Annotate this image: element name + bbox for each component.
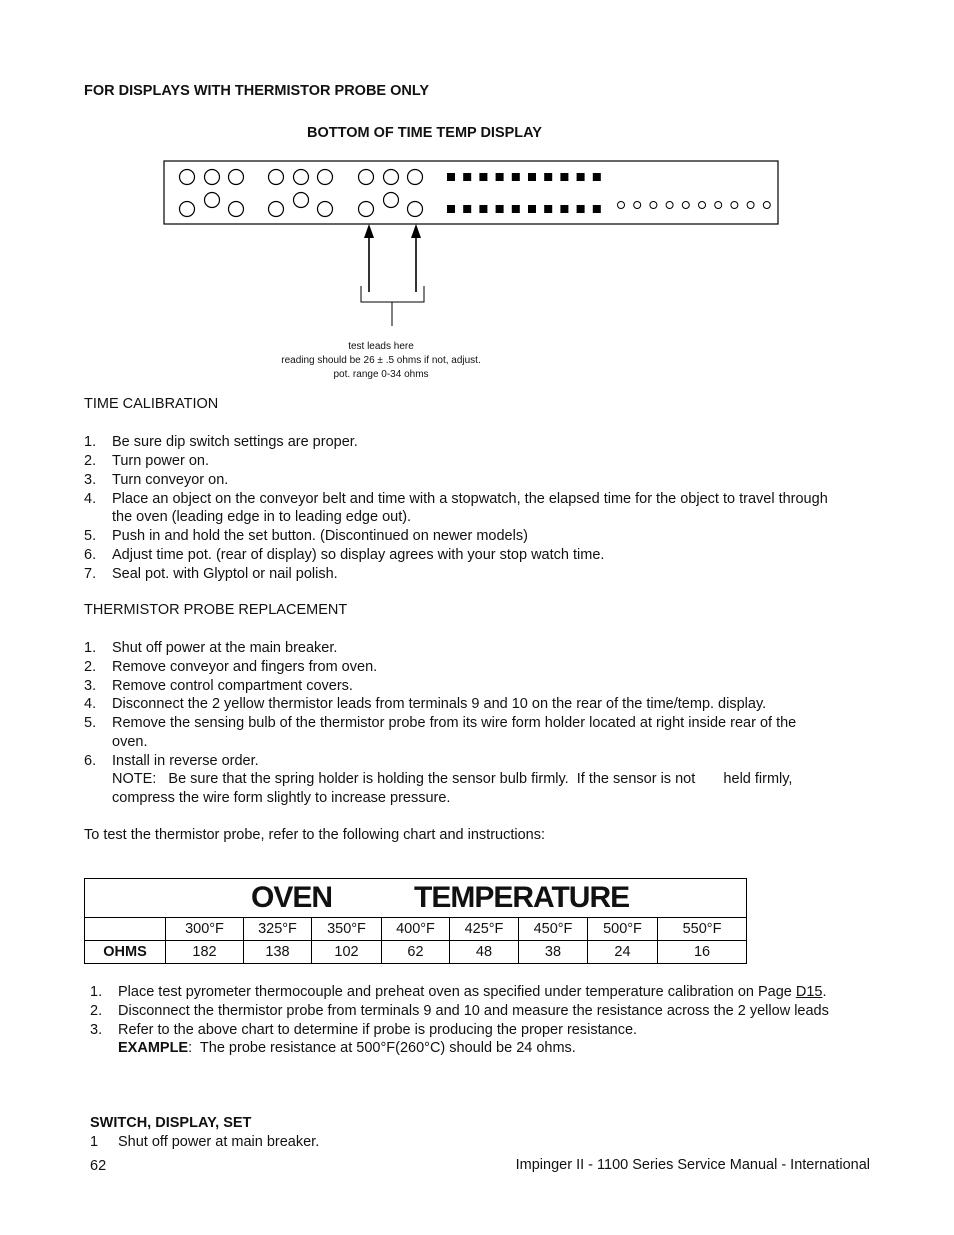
example-text: : The probe resistance at 500°F(260°C) should be 24 ohms. [188,1040,576,1056]
small-terminal [699,202,706,209]
connector-pin [384,193,399,208]
small-terminal [618,202,625,209]
note-line-1: NOTE: Be sure that the spring holder is holding the sensor bulb firmly. If the sensor is not held firmly, [112,771,793,787]
table-title-oven: OVEN [251,881,333,914]
connector-pin [384,170,399,185]
connector-pin [318,170,333,185]
terminal-pad [496,205,504,213]
temp-header: 425°F [450,918,519,941]
terminal-pad [512,173,520,181]
example-label: EXAMPLE [118,1040,189,1056]
diagram-annotation [276,340,486,382]
ohms-value: 16 [658,941,747,964]
small-terminal [650,202,657,209]
terminal-pad [577,205,585,213]
terminal-pad [560,205,568,213]
terminal-pad [479,205,487,213]
probe-replacement-heading: THERMISTOR PROBE REPLACEMENT [84,602,348,618]
note-line-2: compress the wire form slightly to increase pressure. [112,790,451,806]
page-number: 62 [90,1158,107,1174]
connector-pin [359,170,374,185]
connector-pin [269,202,284,217]
page-link[interactable]: D15 [795,984,823,1000]
connector-pin [294,193,309,208]
small-terminal [634,202,641,209]
ohms-row-label: OHMS [85,941,166,964]
connector-pin [359,202,374,217]
terminal-pad [463,205,471,213]
annotation-line-2: reading should be 26 ± .5 ohms if not, adjust. [281,355,481,366]
diagram-title: BOTTOM OF TIME TEMP DISPLAY [307,125,542,141]
terminal-pad [544,173,552,181]
temp-header: 550°F [658,918,747,941]
terminal-pad [577,173,585,181]
switch-section-heading: SWITCH, DISPLAY, SET [90,1115,252,1131]
connector-pin [269,170,284,185]
connector-pin [294,170,309,185]
small-terminal [747,202,754,209]
table-row [85,941,747,964]
temp-header: 300°F [166,918,244,941]
temp-header: 400°F [382,918,450,941]
temp-header: 500°F [588,918,658,941]
table-title [85,879,747,918]
connector-pin [318,202,333,217]
ohms-value: 62 [382,941,450,964]
terminal-pad [593,173,601,181]
terminal-pad [447,205,455,213]
connector-pin [408,170,423,185]
terminal-pad [496,173,504,181]
terminal-pad [528,173,536,181]
ohms-value: 24 [588,941,658,964]
ohms-value: 38 [519,941,588,964]
terminal-pad [463,173,471,181]
terminal-pad [560,173,568,181]
terminal-pad [512,205,520,213]
connector-pin [180,202,195,217]
table-title-temperature: TEMPERATURE [414,881,630,914]
section-heading: FOR DISPLAYS WITH THERMISTOR PROBE ONLY [84,83,430,99]
list-item-continuation: oven. [112,734,148,750]
connector-pin [205,193,220,208]
small-terminal [715,202,722,209]
ohms-value: 48 [450,941,519,964]
ohms-value: 138 [244,941,312,964]
connector-pin [229,170,244,185]
terminal-pad [447,173,455,181]
display-diagram [0,0,954,340]
manual-title: Impinger II - 1100 Series Service Manual - International [515,1157,870,1173]
terminal-pad [593,205,601,213]
list-item-continuation: the oven (leading edge in to leading edge out). [112,509,412,525]
small-terminal [682,202,689,209]
temp-header: 325°F [244,918,312,941]
time-calibration-heading: TIME CALIBRATION [84,396,219,412]
small-terminal [666,202,673,209]
example-line [118,1039,576,1058]
table-corner-cell [85,918,166,941]
ohms-value: 102 [312,941,382,964]
annotation-line-1: test leads here [348,341,414,352]
connector-pin [408,202,423,217]
terminal-pad [544,205,552,213]
small-terminal [763,202,770,209]
test-intro: To test the thermistor probe, refer to the following chart and instructions: [84,827,546,843]
annotation-line-3: pot. range 0-34 ohms [333,369,429,380]
terminal-pad [479,173,487,181]
ohms-value: 182 [166,941,244,964]
connector-pin [205,170,220,185]
connector-pin [229,202,244,217]
terminal-pad [528,205,536,213]
table-row [85,918,747,941]
connector-pin [180,170,195,185]
temp-header: 350°F [312,918,382,941]
small-terminal [731,202,738,209]
temp-header: 450°F [519,918,588,941]
oven-temperature-table [84,878,747,964]
